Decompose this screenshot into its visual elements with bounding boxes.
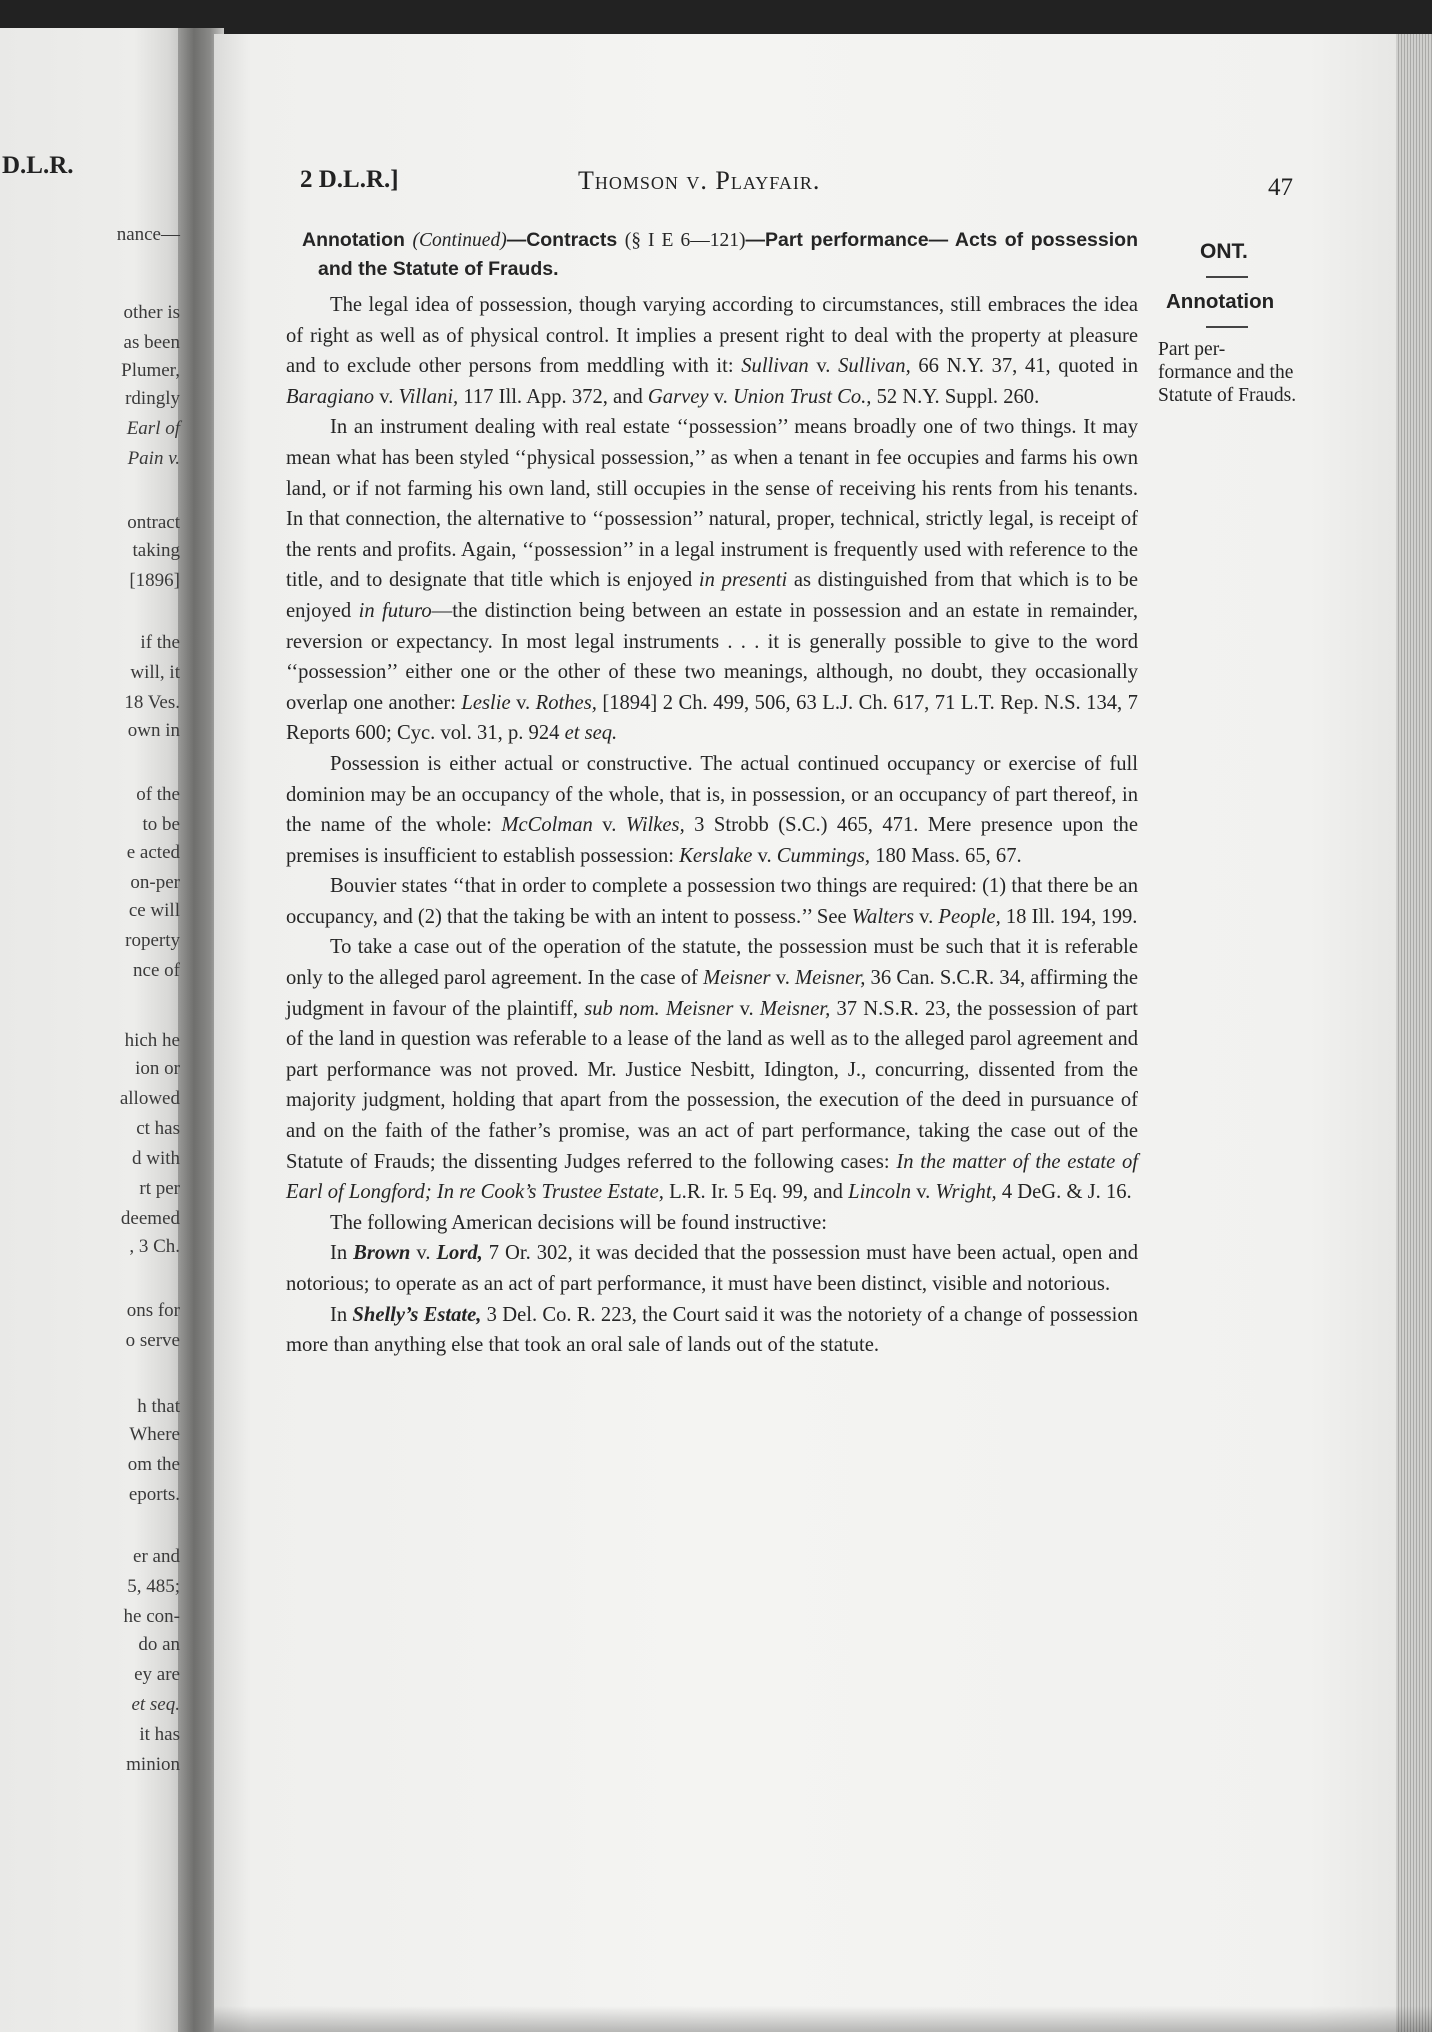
volume-header: 2 D.L.R.] bbox=[300, 166, 399, 193]
facing-page-line: taking bbox=[132, 540, 180, 561]
case-name: Cummings, bbox=[776, 844, 871, 867]
facing-page-line: Pain v. bbox=[127, 448, 180, 469]
facing-page-line: om the bbox=[127, 1454, 180, 1475]
facing-page-line: h that bbox=[137, 1396, 180, 1417]
facing-page-line: nance— bbox=[116, 224, 180, 245]
text-run: Bouvier states ‘‘that in order to complete a possession two things are required: (1) that there be an occupancy, and (2) that the taking be with an intent to possess.’’ See bbox=[286, 875, 1138, 928]
facing-page-line: ontract bbox=[127, 512, 180, 533]
paragraph-1 bbox=[286, 290, 1138, 412]
text-run: To take a case out of the operation of the statute, the possession must be such that it is referable only to the alleged parol agreement. In the case of bbox=[286, 936, 1138, 990]
annotation-heading bbox=[302, 226, 1138, 284]
case-name: Meisner, bbox=[759, 997, 831, 1020]
annotation-body bbox=[286, 226, 1138, 1361]
case-name: in presenti bbox=[698, 569, 788, 592]
side-rule-2 bbox=[1206, 326, 1248, 328]
paragraph-6: The following American decisions will be found instructive: bbox=[330, 1211, 828, 1234]
text-run: 7 Or. 302, it was decided that the possession must have been actual, open and notorious; to operate as an act of part performance, it must have been distinct, visible and notorious. bbox=[286, 1242, 1138, 1295]
text-run: [1894] 2 Ch. 499, 506, 63 L.J. Ch. 617, 71 L.T. Rep. N.S. 134, 7 Reports 600; Cyc. vol. 31, p. 924 bbox=[286, 691, 1138, 745]
text-run: The legal idea of possession, though varying according to circumstances, still embraces the idea of right as well as of physical control. It implies a present right to deal with the property at pleasure and to exclude other persons from meddling with it: bbox=[286, 294, 1138, 378]
text-run: as distinguished from that which is to be enjoyed bbox=[286, 569, 1138, 622]
case-name: Garvey bbox=[647, 385, 709, 408]
facing-page-line: eports. bbox=[128, 1484, 180, 1505]
case-name: Wilkes, bbox=[625, 814, 685, 837]
case-name: Leslie bbox=[461, 691, 511, 714]
facing-page-line: deemed bbox=[120, 1208, 180, 1229]
facing-page-line: [1896] bbox=[129, 570, 180, 591]
case-name: sub nom. Meisner bbox=[584, 997, 734, 1020]
facing-page-line: roperty bbox=[125, 930, 180, 951]
text-run: v. bbox=[913, 905, 939, 928]
heading-contracts: —Contracts bbox=[506, 229, 618, 251]
facing-page-line: allowed bbox=[119, 1088, 180, 1109]
facing-page-line: Earl of bbox=[126, 418, 180, 439]
case-name: Wright, bbox=[935, 1181, 997, 1204]
case-name: Lord, bbox=[436, 1242, 483, 1265]
facing-page-line: ons for bbox=[126, 1300, 180, 1321]
facing-page-line: do an bbox=[138, 1634, 180, 1655]
facing-page-line: ey are bbox=[134, 1664, 180, 1685]
text-run: In an instrument dealing with real estate ‘‘possession’’ means broadly one of two things. It may mean what has been styled ‘‘physical possession,’’ as when a tenant in fee occupies and farms his own land, or if not farming his own land, still occupies in the sense of receiving his rents from his tenants. In that connection, the alternative to ‘‘possession’’ natural, proper, technical, strictly legal, is receipt of the rents and profits. Again, ‘‘possession’’ in a legal instrument is frequently used with reference to the title, and to designate that title which is enjoyed bbox=[286, 416, 1138, 592]
facing-page-line: , 3 Ch. bbox=[129, 1236, 180, 1257]
text-run: In bbox=[330, 1242, 354, 1265]
text-run: 18 Ill. 194, 199. bbox=[1000, 905, 1138, 928]
text-run: v. bbox=[708, 385, 733, 408]
case-name: Sullivan bbox=[741, 355, 809, 378]
facing-page-line: er and bbox=[133, 1546, 180, 1567]
case-name: Baragiano bbox=[286, 385, 375, 408]
text-run: 36 Can. S.C.R. 34, affirming the judgment in favour of the plaintiff, bbox=[286, 967, 1139, 1020]
facing-page-line: on-per bbox=[130, 872, 180, 893]
case-name: Union Trust Co., bbox=[732, 385, 872, 408]
case-name: Lincoln bbox=[848, 1181, 912, 1204]
paragraph-7 bbox=[286, 1238, 1138, 1299]
facing-page-line: o serve bbox=[125, 1330, 180, 1351]
case-name: McColman bbox=[501, 814, 593, 837]
facing-page-line: own in bbox=[127, 720, 180, 741]
text-run: v. bbox=[410, 1242, 437, 1265]
facing-page-line: nce of bbox=[133, 960, 180, 981]
facing-page-line: will, it bbox=[130, 662, 180, 683]
page-number: 47 bbox=[1268, 174, 1293, 201]
facing-page-header: D.L.R. bbox=[2, 152, 74, 179]
facing-page-line: to be bbox=[142, 814, 180, 835]
case-name: Walters bbox=[851, 905, 914, 928]
heading-topic: —Part performance— Acts of possession and the Statute of Frauds. bbox=[318, 229, 1138, 280]
text-run: 52 N.Y. Suppl. 260. bbox=[871, 385, 1040, 408]
facing-page-line: et seq. bbox=[131, 1694, 180, 1715]
facing-page-line: if the bbox=[140, 632, 180, 653]
text-run: v. bbox=[808, 355, 839, 378]
heading-section: (§ I E 6—121) bbox=[624, 230, 746, 251]
facing-page-line: as been bbox=[123, 332, 180, 353]
facing-page-line: ion or bbox=[135, 1058, 180, 1079]
text-run: v. bbox=[733, 997, 760, 1020]
paragraph-2 bbox=[286, 412, 1138, 749]
facing-page-line: of the bbox=[136, 784, 180, 805]
text-run: 3 Strobb (S.C.) 465, 471. Mere presence upon the premises is insufficient to establish possession: bbox=[286, 814, 1138, 867]
facing-page-line: e acted bbox=[126, 842, 180, 863]
paragraph-4 bbox=[286, 871, 1138, 932]
text-run: —the distinction being between an estate in possession and an estate in remainder, reversion or expectancy. In most legal instruments . . . it is generally possible to give to the word ‘‘possession’’ either one or the other of these two meanings, although, no doubt, they occasionally overlap one another: bbox=[286, 599, 1138, 714]
case-name: Sullivan, bbox=[838, 355, 911, 378]
heading-continued: (Continued) bbox=[412, 230, 507, 251]
text-run: v. bbox=[770, 967, 796, 990]
facing-page-line: other is bbox=[123, 302, 180, 323]
case-title-header: Thomson v. Playfair. bbox=[578, 166, 821, 195]
facing-page-line: Plumer, bbox=[121, 360, 180, 381]
case-name: Kerslake bbox=[679, 844, 753, 867]
facing-page-line: ce will bbox=[128, 900, 180, 921]
side-rule-1 bbox=[1206, 276, 1248, 278]
text-run: 66 N.Y. 37, 41, quoted in bbox=[910, 355, 1138, 378]
case-name: Villani, bbox=[398, 385, 459, 408]
case-name: In the matter of the estate of Earl of Longford; In re Cook’s Trustee Estate, bbox=[286, 1150, 1139, 1204]
facing-page-line: 18 Ves. bbox=[124, 692, 180, 713]
facing-page-line: minion bbox=[126, 1754, 180, 1775]
text-run: v. bbox=[374, 385, 399, 408]
case-name: Shelly’s Estate, bbox=[352, 1303, 482, 1326]
facing-page-line: hich he bbox=[124, 1030, 180, 1051]
text-run: L.R. Ir. 5 Eq. 99, and bbox=[663, 1181, 849, 1204]
case-name: Meisner, bbox=[795, 967, 866, 990]
facing-page-line: ct has bbox=[136, 1118, 180, 1139]
text-run: 3 Del. Co. R. 223, the Court said it was the notoriety of a change of possession more than anything else that took an oral sale of lands out of the statute. bbox=[286, 1303, 1138, 1357]
bottom-shadow bbox=[214, 2006, 1432, 2032]
side-note-topic: Part per- formance and the Statute of Frauds. bbox=[1158, 339, 1297, 406]
facing-page-line: 5, 485; bbox=[127, 1576, 180, 1597]
text-run: 180 Mass. 65, 67. bbox=[870, 844, 1022, 867]
text-run: v. bbox=[592, 814, 626, 837]
text-run: 37 N.S.R. 23, the possession of part of the land in question was referable to a lease of the land as well as to the alleged parol agreement and part performance was not proved. Mr. Justice Nesbitt, Idington, J., concurring, dissented from the majority judgment, holding that apart from the possession, the execution of the deed in pursuance of and on the faith of the father’s promise, was an act of part performance, taking the case out of the Statute of Frauds; the dissenting Judges referred to the following cases: bbox=[286, 997, 1138, 1173]
text-run: v. bbox=[752, 844, 777, 867]
facing-page-line: it has bbox=[139, 1724, 180, 1745]
side-note-annotation: Annotation bbox=[1166, 290, 1275, 313]
case-name: Rothes, bbox=[535, 691, 597, 714]
paragraph-5 bbox=[286, 932, 1138, 1207]
facing-page-line: Where bbox=[129, 1424, 180, 1445]
facing-page-line: rdingly bbox=[125, 388, 180, 409]
heading-lead: Annotation bbox=[302, 229, 405, 251]
text-run: 117 Ill. App. 372, and bbox=[458, 385, 648, 408]
case-name: et seq. bbox=[564, 722, 618, 745]
facing-page-line: he con- bbox=[123, 1606, 180, 1627]
text-run: In bbox=[330, 1303, 353, 1326]
page-edges bbox=[1396, 34, 1432, 2032]
case-name: People, bbox=[938, 905, 1001, 928]
case-name: in futuro bbox=[358, 599, 432, 622]
facing-page-line: d with bbox=[131, 1148, 180, 1169]
text-run: 4 DeG. & J. 16. bbox=[996, 1181, 1132, 1204]
paragraph-3 bbox=[286, 749, 1138, 871]
text-run: v. bbox=[911, 1181, 936, 1204]
facing-page-line: rt per bbox=[139, 1178, 180, 1199]
text-run: v. bbox=[510, 691, 536, 714]
text-run: Possession is either actual or constructive. The actual continued occupancy or exercise of full dominion may be an occupancy of the whole, that is, in possession, or an occupancy of part thereof, in the name of the whole: bbox=[286, 752, 1138, 837]
paragraph-8 bbox=[286, 1300, 1138, 1361]
case-name: Meisner bbox=[703, 967, 771, 990]
side-note-province: ONT. bbox=[1200, 240, 1248, 263]
case-name: Brown bbox=[353, 1242, 411, 1265]
